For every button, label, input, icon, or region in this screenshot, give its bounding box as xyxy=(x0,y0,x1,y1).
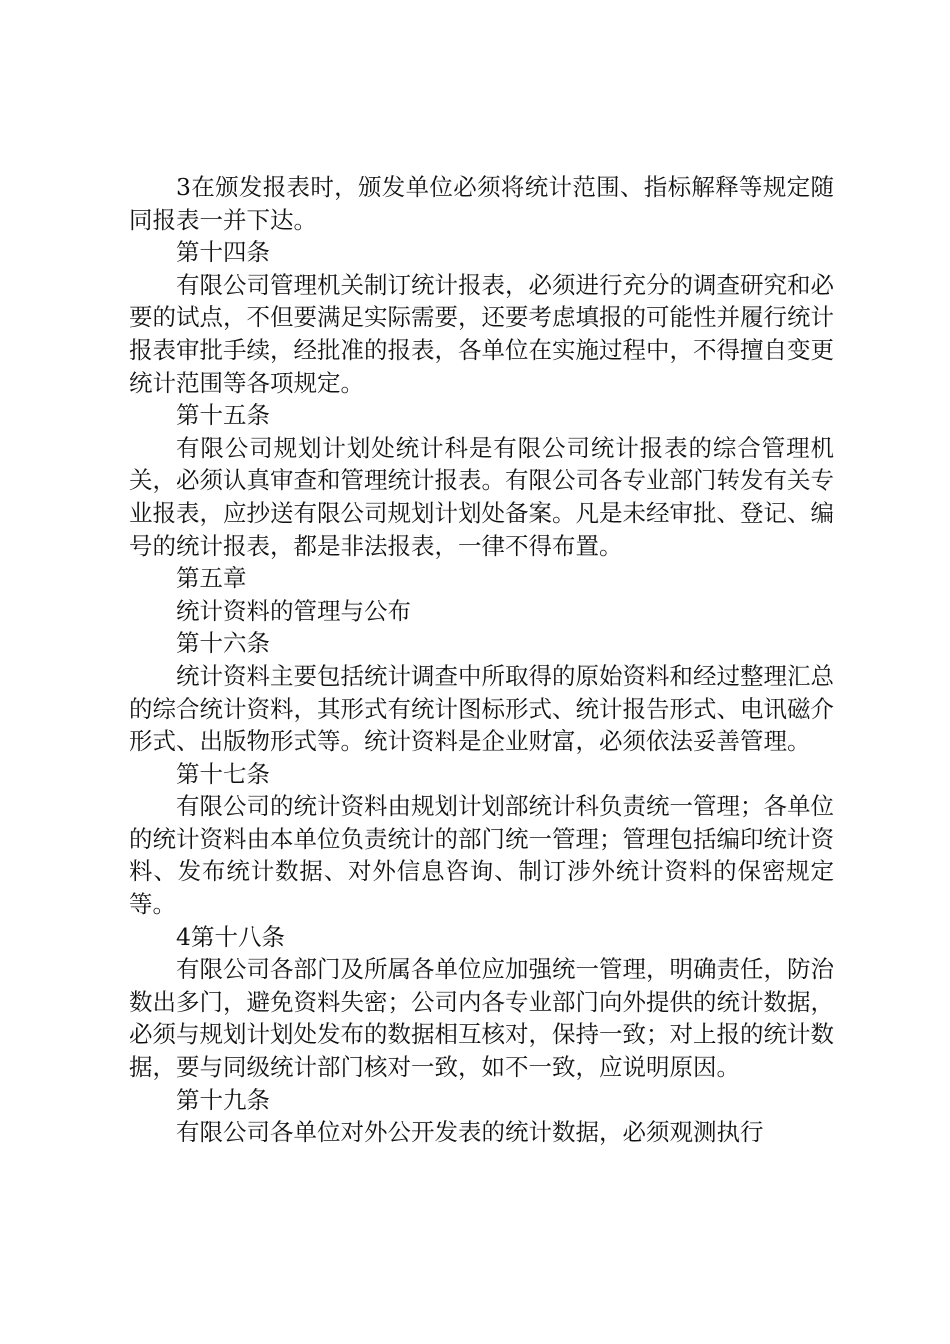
article-15-body: 有限公司规划计划处统计科是有限公司统计报表的综合管理机关，必须认真审查和管理统计报表。有限公司各专业部门转发有关专业报表，应抄送有限公司规划计划处备案。凡是未经审批、登记、编号的统计报表，都是非法报表，一律不得布置。 xyxy=(129,433,834,560)
chapter-5-heading: 第五章 xyxy=(176,564,247,593)
article-19-body: 有限公司各单位对外公开发表的统计数据，必须观测执行 xyxy=(176,1118,764,1147)
article-17-body: 有限公司的统计资料由规划计划部统计科负责统一管理；各单位的统计资料由本单位负责统计的部门统一管理；管理包括编印统计资料、发布统计数据、对外信息咨询、制订涉外统计资料的保密规定等。 xyxy=(129,792,834,919)
article-16-heading: 第十六条 xyxy=(176,629,270,658)
document-body xyxy=(129,171,834,1149)
article-15-heading: 第十五条 xyxy=(176,401,270,430)
article-19-heading: 第十九条 xyxy=(176,1085,270,1114)
article-14-heading: 第十四条 xyxy=(176,238,270,267)
article-16-body: 统计资料主要包括统计调查中所取得的原始资料和经过整理汇总的综合统计资料，其形式有统计图标形式、统计报告形式、电讯磁介形式、出版物形式等。统计资料是企业财富，必须依法妥善管理。 xyxy=(129,661,834,756)
paragraph-item-3-release: 3在颁发报表时，颁发单位必须将统计范围、指标解释等规定随同报表一并下达。 xyxy=(129,173,834,234)
article-14-body: 有限公司管理机关制订统计报表，必须进行充分的调查研究和必要的试点，不但要满足实际需要，还要考虑填报的可能性并履行统计报表审批手续，经批准的报表，各单位在实施过程中，不得擅自变更统计范围等各项规定。 xyxy=(129,270,834,397)
chapter-5-title: 统计资料的管理与公布 xyxy=(176,596,411,625)
article-18-body: 有限公司各部门及所属各单位应加强统一管理，明确责任，防治数出多门，避免资料失密；公司内各专业部门向外提供的统计数据，必须与规划计划处发布的数据相互核对，保持一致；对上报的统计数据，要与同级统计部门核对一致，如不一致，应说明原因。 xyxy=(129,955,834,1082)
article-17-heading: 第十七条 xyxy=(176,759,270,788)
article-18-heading: 4第十八条 xyxy=(176,922,285,951)
